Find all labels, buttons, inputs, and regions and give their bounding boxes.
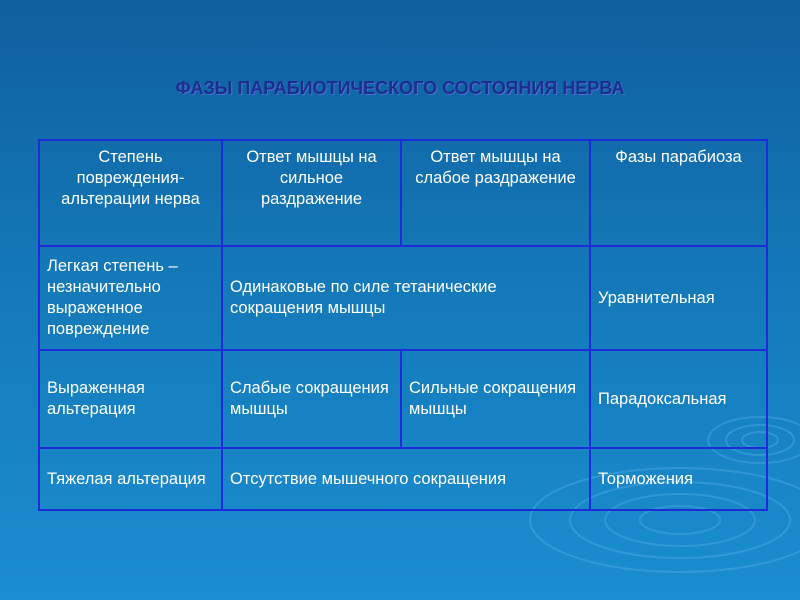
table-header-row (39, 140, 767, 246)
cell-phase: Парадоксальная (590, 350, 767, 448)
cell-degree: Выраженная альтерация (39, 350, 222, 448)
cell-degree: Тяжелая альтерация (39, 448, 222, 510)
cell-phase: Уравнительная (590, 246, 767, 350)
table-row (39, 350, 767, 448)
header-strong-response: Ответ мышцы на сильное раздражение (222, 140, 401, 246)
table-row (39, 448, 767, 510)
parabiosis-table (38, 139, 768, 511)
cell-phase: Торможения (590, 448, 767, 510)
header-weak-response: Ответ мышцы на слабое раздражение (401, 140, 590, 246)
cell-weak-response: Сильные сокращения мышцы (401, 350, 590, 448)
table-row (39, 246, 767, 350)
page-title: ФАЗЫ ПАРАБИОТИЧЕСКОГО СОСТОЯНИЯ НЕРВА (175, 78, 625, 98)
cell-degree: Легкая степень – незначительно выраженное повреждение (39, 246, 222, 350)
header-phase: Фазы парабиоза (590, 140, 767, 246)
cell-strong-response: Слабые сокращения мышцы (222, 350, 401, 448)
cell-response-merged: Одинаковые по силе тетанические сокращения мышцы (222, 246, 590, 350)
header-degree: Степень повреждения-альтерации нерва (39, 140, 222, 246)
cell-response-merged: Отсутствие мышечного сокращения (222, 448, 590, 510)
